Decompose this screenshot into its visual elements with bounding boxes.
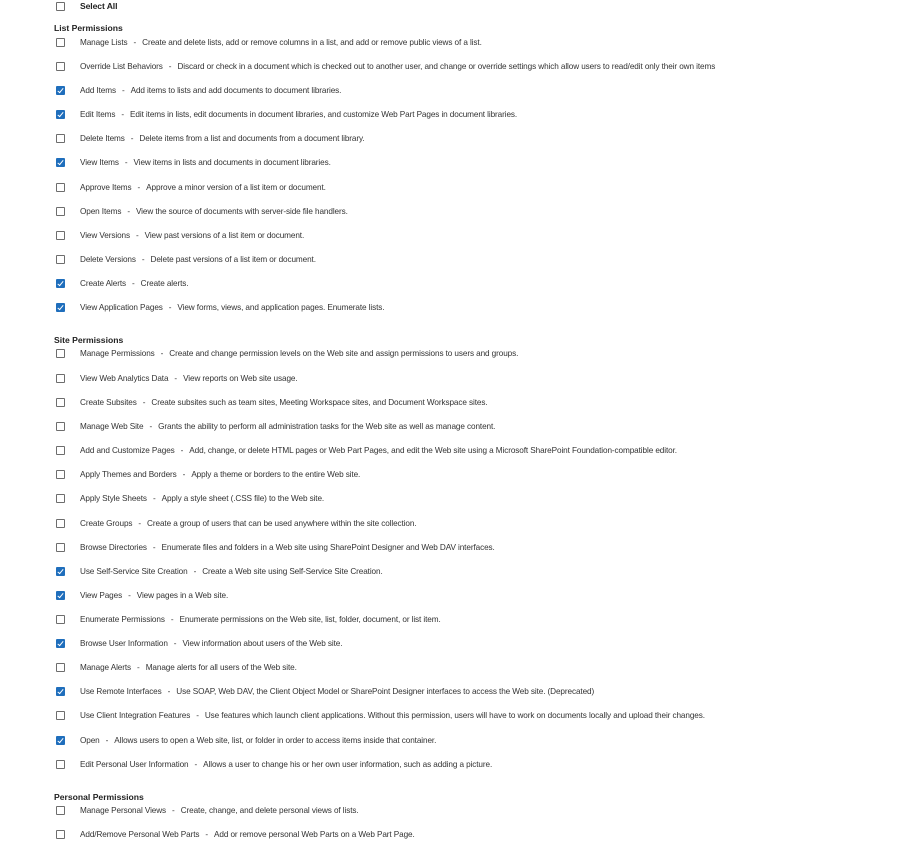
permission-name: Open xyxy=(80,735,100,745)
permission-row[interactable] xyxy=(56,204,348,218)
permission-description: Allows a user to change his or her own user information, such as adding a picture. xyxy=(203,759,493,769)
permission-checkbox[interactable] xyxy=(56,255,65,264)
permission-name: Add/Remove Personal Web Parts xyxy=(80,829,200,839)
permission-description: Enumerate files and folders in a Web site using SharePoint Designer and Web DAV interfaces. xyxy=(161,542,495,552)
permission-checkbox[interactable] xyxy=(56,806,65,815)
separator-dash: - xyxy=(170,614,174,624)
permission-row[interactable] xyxy=(56,564,383,578)
permission-row[interactable] xyxy=(56,443,677,457)
section-title: Personal Permissions xyxy=(54,792,144,802)
permission-checkbox[interactable] xyxy=(56,349,65,358)
permission-row[interactable] xyxy=(56,708,705,722)
permission-checkbox[interactable] xyxy=(56,231,65,240)
permission-description: Use SOAP, Web DAV, the Client Object Model or SharePoint Designer interfaces to access the Web site. (Deprecated) xyxy=(176,686,595,696)
permission-name: Edit Items xyxy=(80,109,116,119)
permission-name: Apply Style Sheets xyxy=(80,493,147,503)
separator-dash: - xyxy=(141,254,145,264)
permission-row[interactable] xyxy=(56,107,517,121)
permission-row[interactable] xyxy=(56,419,495,433)
permission-name: Enumerate Permissions xyxy=(80,614,165,624)
permission-checkbox[interactable] xyxy=(56,183,65,192)
permission-description: Create, change, and delete personal views of lists. xyxy=(180,805,359,815)
permission-checkbox[interactable] xyxy=(56,38,65,47)
separator-dash: - xyxy=(133,37,137,47)
permission-description: Grants the ability to perform all administration tasks for the Web site as well as manage content. xyxy=(158,421,496,431)
permission-row[interactable] xyxy=(56,252,316,266)
permission-name: Apply Themes and Borders xyxy=(80,469,177,479)
permission-row[interactable] xyxy=(56,516,417,530)
permission-name: Manage Permissions xyxy=(80,348,155,358)
permission-checkbox[interactable] xyxy=(56,158,65,167)
section-title: List Permissions xyxy=(54,23,123,33)
permission-checkbox[interactable] xyxy=(56,374,65,383)
section-title: Site Permissions xyxy=(54,335,124,345)
separator-dash: - xyxy=(182,469,186,479)
permission-description: Apply a theme or borders to the entire Web site. xyxy=(191,469,361,479)
permission-description: Delete past versions of a list item or document. xyxy=(150,254,316,264)
permission-name: Manage Lists xyxy=(80,37,128,47)
permission-checkbox[interactable] xyxy=(56,687,65,696)
permission-row[interactable] xyxy=(56,827,415,841)
permission-description: Add, change, or delete HTML pages or Web Part Pages, and edit the Web site using a Microsoft SharePoint Foundation-compatible editor. xyxy=(189,445,677,455)
separator-dash: - xyxy=(168,302,172,312)
permission-row[interactable] xyxy=(56,757,492,771)
permission-checkbox[interactable] xyxy=(56,494,65,503)
separator-dash: - xyxy=(149,421,153,431)
permission-checkbox[interactable] xyxy=(56,760,65,769)
permission-checkbox[interactable] xyxy=(56,446,65,455)
permission-row[interactable] xyxy=(56,276,188,290)
permission-checkbox[interactable] xyxy=(56,398,65,407)
separator-dash: - xyxy=(142,397,146,407)
permission-name: Use Client Integration Features xyxy=(80,710,191,720)
permission-name: Create Groups xyxy=(80,518,133,528)
permission-checkbox[interactable] xyxy=(56,62,65,71)
separator-dash: - xyxy=(138,518,142,528)
permission-row[interactable] xyxy=(56,803,359,817)
permission-row[interactable] xyxy=(56,300,384,314)
permission-name: Manage Personal Views xyxy=(80,805,167,815)
separator-dash: - xyxy=(152,493,156,503)
permission-description: View information about users of the Web site. xyxy=(182,638,343,648)
separator-dash: - xyxy=(174,373,178,383)
separator-dash: - xyxy=(137,662,140,672)
permission-row[interactable] xyxy=(56,180,326,194)
select-all-checkbox[interactable] xyxy=(56,2,65,11)
permission-description: Create subsites such as team sites, Meeting Workspace sites, and Document Workspace sites. xyxy=(151,397,488,407)
permission-description: Apply a style sheet (.CSS file) to the Web site. xyxy=(161,493,325,503)
permission-name: Delete Items xyxy=(80,133,125,143)
permission-row[interactable] xyxy=(56,35,482,49)
separator-dash: - xyxy=(194,759,198,769)
permission-name: Use Remote Interfaces xyxy=(80,686,162,696)
permission-checkbox[interactable] xyxy=(56,736,65,745)
permission-description: Manage alerts for all users of the Web site. xyxy=(145,662,297,672)
permission-row[interactable] xyxy=(56,155,331,169)
permission-row[interactable] xyxy=(56,131,365,145)
permission-name: Add Items xyxy=(80,85,116,95)
permission-name: Use Self-Service Site Creation xyxy=(80,566,188,576)
permission-description: Edit items in lists, edit documents in document libraries, and customize Web Part Pages in document libraries. xyxy=(130,109,518,119)
permission-description: Create a group of users that can be used anywhere within the site collection. xyxy=(147,518,417,528)
permission-name: Create Alerts xyxy=(80,278,127,288)
permission-row[interactable] xyxy=(56,684,594,698)
separator-dash: - xyxy=(168,61,172,71)
permission-description: Discard or check in a document which is checked out to another user, and change or override settings which allow users to read/edit only their own items xyxy=(177,61,716,71)
permission-description: Add items to lists and add documents to document libraries. xyxy=(130,85,342,95)
permission-name: View Web Analytics Data xyxy=(80,373,169,383)
permission-description: View past versions of a list item or document. xyxy=(144,230,305,240)
separator-dash: - xyxy=(128,590,131,600)
separator-dash: - xyxy=(130,133,134,143)
permission-description: Enumerate permissions on the Web site, list, folder, document, or list item. xyxy=(179,614,441,624)
permission-checkbox[interactable] xyxy=(56,303,65,312)
permission-checkbox[interactable] xyxy=(56,207,65,216)
separator-dash: - xyxy=(105,735,109,745)
permission-row[interactable] xyxy=(56,395,488,409)
permission-description: Create and change permission levels on the Web site and assign permissions to users and groups. xyxy=(169,348,519,358)
separator-dash: - xyxy=(137,182,141,192)
permission-name: Create Subsites xyxy=(80,397,137,407)
permission-checkbox[interactable] xyxy=(56,519,65,528)
separator-dash: - xyxy=(173,638,177,648)
permission-name: View Items xyxy=(80,157,119,167)
permission-name: Delete Versions xyxy=(80,254,136,264)
permission-name: Add and Customize Pages xyxy=(80,445,175,455)
permission-checkbox[interactable] xyxy=(56,110,65,119)
permission-checkbox[interactable] xyxy=(56,470,65,479)
permission-description: View forms, views, and application pages. Enumerate lists. xyxy=(177,302,385,312)
permission-checkbox[interactable] xyxy=(56,639,65,648)
permission-name: View Pages xyxy=(80,590,123,600)
permission-row[interactable] xyxy=(56,346,518,360)
separator-dash: - xyxy=(167,686,171,696)
permission-description: Add or remove personal Web Parts on a Web Part Page. xyxy=(214,829,415,839)
separator-dash: - xyxy=(172,805,175,815)
permission-name: Override List Behaviors xyxy=(80,61,163,71)
permission-row[interactable] xyxy=(56,612,441,626)
separator-dash: - xyxy=(196,710,199,720)
permission-row[interactable] xyxy=(56,59,715,73)
permission-checkbox[interactable] xyxy=(56,830,65,839)
permission-description: View the source of documents with server-side file handlers. xyxy=(135,206,348,216)
separator-dash: - xyxy=(132,278,135,288)
permission-description: View pages in a Web site. xyxy=(136,590,229,600)
separator-dash: - xyxy=(180,445,184,455)
permission-description: Delete items from a list and documents from a document library. xyxy=(139,133,365,143)
permission-checkbox[interactable] xyxy=(56,422,65,431)
separator-dash: - xyxy=(152,542,156,552)
permission-description: View reports on Web site usage. xyxy=(183,373,298,383)
permission-row[interactable] xyxy=(56,733,436,747)
permission-name: Browse User Information xyxy=(80,638,168,648)
permission-row[interactable] xyxy=(56,588,228,602)
permission-row[interactable] xyxy=(56,491,324,505)
permission-description: Create a Web site using Self-Service Site Creation. xyxy=(202,566,383,576)
permission-checkbox[interactable] xyxy=(56,591,65,600)
permission-row[interactable] xyxy=(56,371,298,385)
select-all-row[interactable] xyxy=(56,0,117,13)
separator-dash: - xyxy=(160,348,164,358)
permission-name: Browse Directories xyxy=(80,542,147,552)
permission-name: Manage Web Site xyxy=(80,421,144,431)
permission-row[interactable] xyxy=(56,228,304,242)
permission-row[interactable] xyxy=(56,83,341,97)
permission-row[interactable] xyxy=(56,636,342,650)
permission-description: Create alerts. xyxy=(140,278,189,288)
permission-description: Create and delete lists, add or remove columns in a list, and add or remove public views of a list. xyxy=(142,37,482,47)
permission-row[interactable] xyxy=(56,540,495,554)
permission-name: Open Items xyxy=(80,206,122,216)
permission-name: Manage Alerts xyxy=(80,662,132,672)
permission-name: View Application Pages xyxy=(80,302,163,312)
permission-checkbox[interactable] xyxy=(56,86,65,95)
separator-dash: - xyxy=(135,230,139,240)
separator-dash: - xyxy=(121,85,125,95)
separator-dash: - xyxy=(121,109,125,119)
permission-row[interactable] xyxy=(56,467,360,481)
permission-description: Allows users to open a Web site, list, or folder in order to access items inside that container. xyxy=(114,735,437,745)
permission-name: Approve Items xyxy=(80,182,132,192)
separator-dash: - xyxy=(193,566,197,576)
permission-checkbox[interactable] xyxy=(56,567,65,576)
permission-checkbox[interactable] xyxy=(56,711,65,720)
permission-checkbox[interactable] xyxy=(56,279,65,288)
permission-checkbox[interactable] xyxy=(56,543,65,552)
permission-checkbox[interactable] xyxy=(56,663,65,672)
select-all-label: Select All xyxy=(80,1,118,11)
permission-name: Edit Personal User Information xyxy=(80,759,189,769)
permission-description: Use features which launch client applications. Without this permission, users will have to work on documents locally and upload their changes. xyxy=(204,710,705,720)
separator-dash: - xyxy=(127,206,130,216)
permission-description: View items in lists and documents in document libraries. xyxy=(133,157,331,167)
permission-row[interactable] xyxy=(56,660,297,674)
separator-dash: - xyxy=(205,829,209,839)
permission-checkbox[interactable] xyxy=(56,615,65,624)
permission-checkbox[interactable] xyxy=(56,134,65,143)
separator-dash: - xyxy=(124,157,128,167)
permission-name: View Versions xyxy=(80,230,130,240)
permission-description: Approve a minor version of a list item or document. xyxy=(146,182,326,192)
